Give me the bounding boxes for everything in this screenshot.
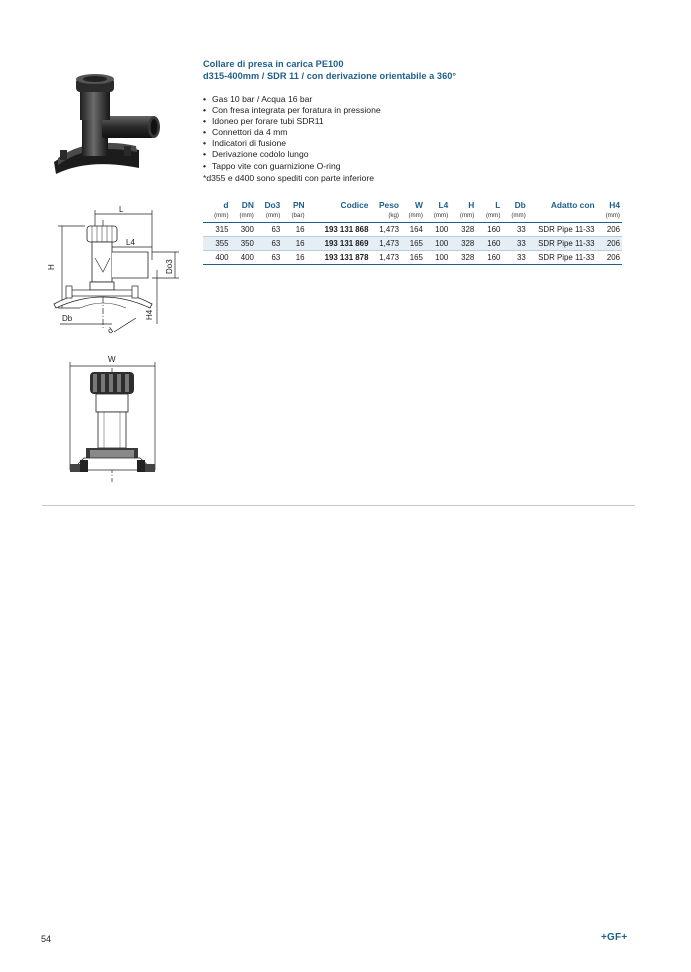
- product-photo: [44, 70, 184, 180]
- gf-logo: +GF+: [601, 932, 628, 943]
- product-code: 193 131 868: [307, 223, 371, 237]
- section-divider: [42, 505, 635, 506]
- side-view-drawing: [40, 200, 190, 340]
- unit-cell: (mm): [203, 211, 231, 223]
- dim-label-d: d: [105, 325, 115, 336]
- col-header: d: [223, 200, 229, 210]
- col-header: Db: [514, 200, 526, 210]
- feature-item: • Derivazione codolo lungo: [203, 149, 309, 160]
- feature-item: • Gas 10 bar / Acqua 16 bar: [203, 94, 313, 104]
- col-header: Do3: [264, 200, 281, 210]
- col-header: Codice: [340, 200, 369, 210]
- product-code: 193 131 878: [307, 251, 371, 265]
- col-header: DN: [241, 200, 254, 210]
- front-view-drawing: [60, 352, 165, 487]
- unit-cell: [528, 211, 597, 223]
- table-row: 355 350 63 16 193 131 869 1,473 165 100 328 160 33 SDR Pipe 11-33 206: [203, 237, 622, 251]
- bullet-icon: •: [203, 127, 207, 138]
- col-header: PN: [292, 200, 305, 210]
- unit-cell: (mm): [597, 211, 622, 223]
- col-header: H4: [609, 200, 620, 210]
- feature-item: • Indicatori di fusione: [203, 138, 287, 149]
- table-row: 315 300 63 16 193 131 868 1,473 164 100 328 160 33 SDR Pipe 11-33 206: [203, 223, 622, 237]
- unit-cell: [307, 211, 371, 223]
- col-header: W: [414, 200, 423, 210]
- product-code: 193 131 869: [307, 237, 371, 251]
- bullet-icon: •: [203, 116, 207, 127]
- bullet-icon: •: [203, 160, 207, 171]
- table-units-row: [203, 211, 622, 223]
- bullet-icon: •: [203, 105, 207, 116]
- dim-label-L4: L4: [126, 238, 135, 247]
- col-header: L: [495, 200, 501, 210]
- feature-item: • Tappo vite con guarnizione O-ring: [203, 160, 341, 171]
- spec-table: [203, 198, 622, 265]
- unit-cell: (mm): [401, 211, 425, 223]
- title-line-2: d315-400mm / SDR 11 / con derivazione orientabile a 360°: [203, 71, 457, 81]
- unit-cell: (kg): [370, 211, 401, 223]
- col-header: L4: [438, 200, 449, 210]
- table-row: 400 400 63 16 193 131 878 1,473 165 100 328 160 33 SDR Pipe 11-33 206: [203, 251, 622, 265]
- bullet-icon: •: [203, 94, 207, 104]
- unit-cell: (mm): [450, 211, 476, 223]
- feature-item: • Connettori da 4 mm: [203, 127, 288, 138]
- page-number: 54: [41, 934, 52, 944]
- bullet-icon: •: [203, 149, 207, 160]
- bullet-icon: •: [203, 138, 207, 149]
- table-header-row: [203, 198, 622, 211]
- unit-cell: (bar): [282, 211, 306, 223]
- dim-label-H: H: [47, 264, 56, 270]
- feature-list: [203, 94, 381, 172]
- col-header: H: [468, 200, 475, 210]
- unit-cell: (mm): [256, 211, 282, 223]
- dim-label-W: W: [108, 355, 116, 364]
- feature-item: • Con fresa integrata per foratura in pressione: [203, 105, 381, 116]
- dim-label-Do3: Do3: [165, 259, 174, 274]
- unit-cell: (mm): [476, 211, 502, 223]
- feature-item: • Idoneo per forare tubi SDR11: [203, 116, 324, 127]
- title-line-1: Collare di presa in carica PE100: [203, 59, 344, 69]
- col-header: Adatto con: [550, 200, 595, 210]
- unit-cell: (mm): [502, 211, 527, 223]
- unit-cell: (mm): [425, 211, 450, 223]
- product-title: [203, 58, 456, 82]
- shipping-note: *d355 e d400 sono spediti con parte inferiore: [203, 173, 375, 183]
- col-header: Peso: [378, 200, 399, 210]
- dim-label-Db: Db: [62, 314, 73, 323]
- unit-cell: (mm): [231, 211, 256, 223]
- dim-label-H4: H4: [145, 309, 154, 320]
- dim-label-L: L: [119, 205, 124, 214]
